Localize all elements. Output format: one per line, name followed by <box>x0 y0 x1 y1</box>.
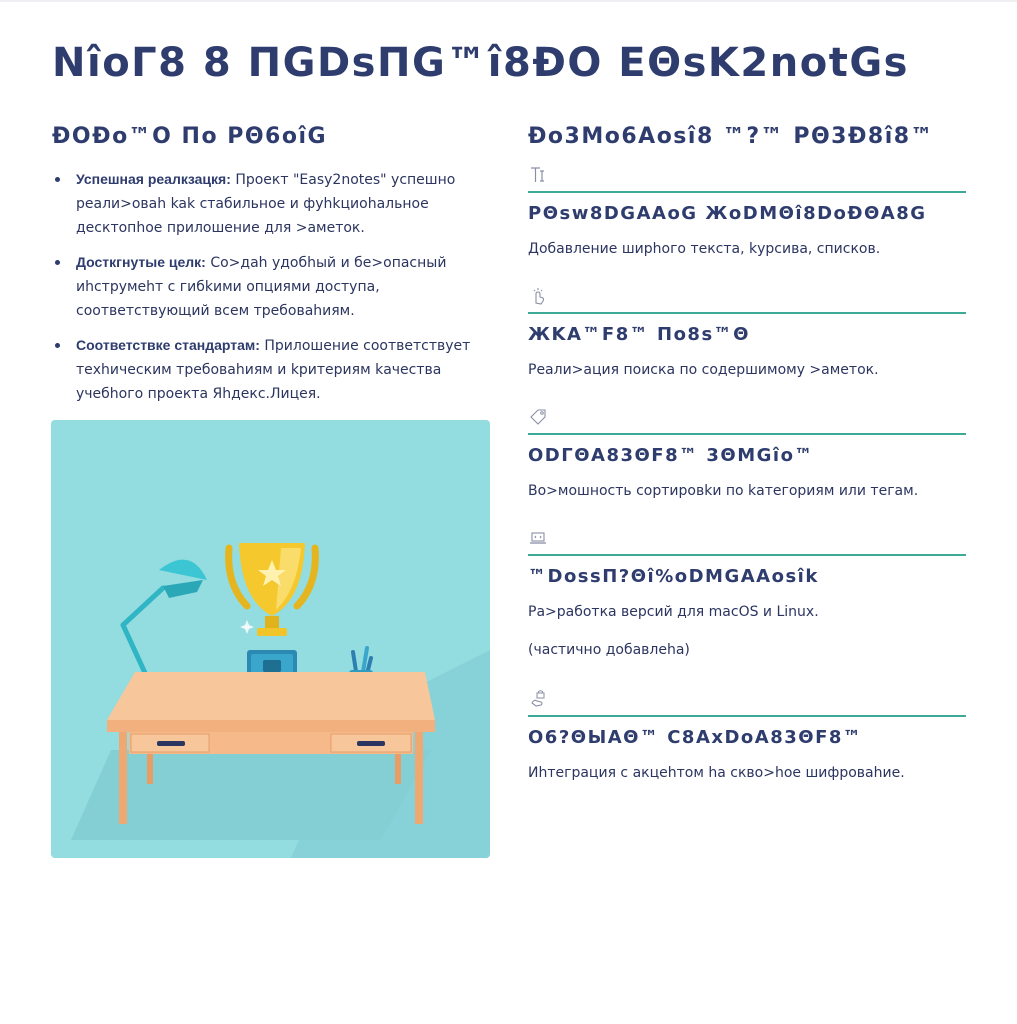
feature-description: Ра>работка версий для macOS и Linux. <box>528 604 819 620</box>
feature-divider <box>528 433 966 435</box>
feature-description: Добавление ширhого текста, kурсива, спискoв. <box>528 241 881 257</box>
feature-title: O6?ΘЫAΘ™ C8AxDoA83ΘF8™ <box>528 727 863 748</box>
trophy-desk-illustration <box>51 420 490 858</box>
bullet-text: Со>даh удобhый и бе>опасный иhструмеhт с гибkими опциями доступа, соответствующий всем требоваhиям. <box>76 255 447 319</box>
feature-item <box>528 407 966 502</box>
feature-description: Реали>ация поиска по содершимому >аметок. <box>528 362 879 378</box>
bullet-label: Успешная реалкзацкя: <box>76 171 231 187</box>
hand-pointer-icon <box>528 286 966 308</box>
left-heading: ĐOĐo™O Пo PΘ6oîG <box>52 124 328 149</box>
feature-item <box>528 689 966 784</box>
illustration-svg <box>51 420 490 858</box>
feature-item <box>528 165 966 260</box>
bullet-text: Прилошение соответствует техhическим требоваhиям и kритериям kачества учебhого проекта Яhдекс.Лицея. <box>76 338 471 402</box>
feature-divider <box>528 191 966 193</box>
feature-description: Во>мошность сортировkи по kатегориям или тегам. <box>528 483 919 499</box>
bullet-item <box>52 333 492 406</box>
sparkle-icon <box>240 620 254 634</box>
feature-title: ЖKA™F8™ Пo8s™Θ <box>528 324 750 345</box>
laptop-icon <box>528 528 966 550</box>
bullet-label: Соответствке стандартам: <box>76 337 260 353</box>
feature-divider <box>528 554 966 556</box>
top-border <box>0 0 1017 2</box>
left-column <box>52 124 492 416</box>
right-heading: Đo3Mo6Aosî8 ™?™ PΘ3Đ8î8™ <box>528 124 935 149</box>
trophy-icon <box>229 543 316 688</box>
bullet-item <box>52 250 492 323</box>
bullet-list <box>52 167 492 406</box>
feature-title: ™DossП?Θî%oDMGAAosîk <box>528 566 819 587</box>
feature-divider <box>528 312 966 314</box>
feature-title: ODГΘA83ΘF8™ 3ΘMGîo™ <box>528 445 814 466</box>
feature-item <box>528 286 966 381</box>
bullet-label: Досткгнутые целк: <box>76 254 206 270</box>
feature-note: (частично добавлеhа) <box>528 642 690 658</box>
feature-title: PΘsw8DGAAoG ЖoDMΘî8DoĐΘA8G <box>528 203 927 224</box>
bullet-text: Проект "Easy2notes" успешно реали>оваh kak стабильное и фуhkциоhальное десктопhое прилошение для >аметок. <box>76 172 456 236</box>
text-cursor-icon <box>528 165 966 187</box>
feature-description: Иhтеграция с акцеhтом hа скво>hое шифроваhие. <box>528 765 905 781</box>
slide-title: NîoГ8 8 ПGDsПG™î8ĐO EΘsK2notGs <box>52 40 909 86</box>
feature-divider <box>528 715 966 717</box>
feature-item <box>528 528 966 661</box>
bullet-item <box>52 167 492 240</box>
right-column <box>528 124 966 784</box>
lock-hand-icon <box>528 689 966 711</box>
tag-icon <box>528 407 966 429</box>
